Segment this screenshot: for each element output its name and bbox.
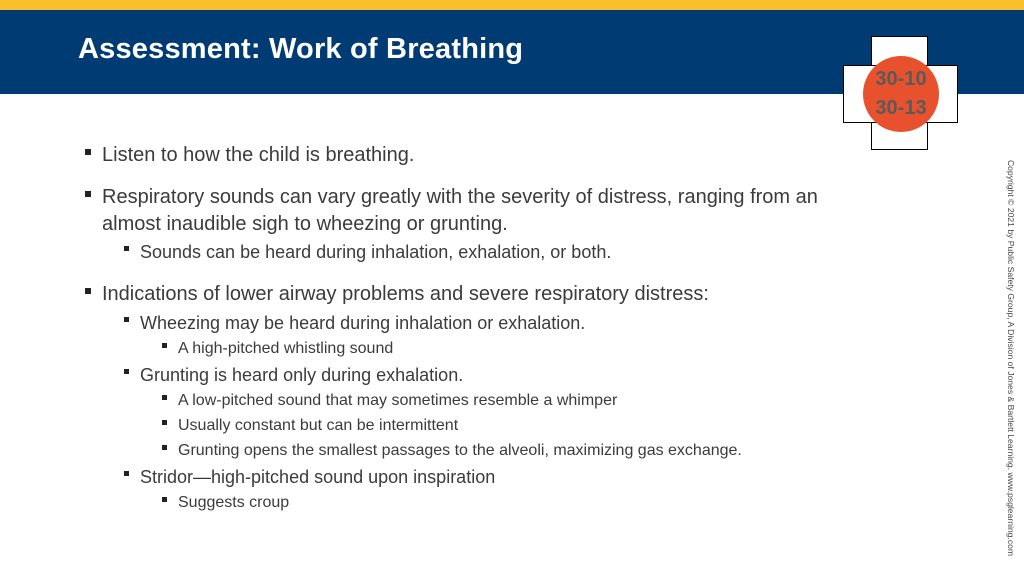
- chapter-reference-badge: [843, 36, 958, 152]
- bullet-item-continuation: almost inaudible sigh to wheezing or grunting.: [102, 213, 508, 235]
- slide-title: Assessment: Work of Breathing: [78, 33, 524, 65]
- sub-sub-bullet-item: A low-pitched sound that may sometimes resemble a whimper: [178, 390, 617, 412]
- badge-line-1: 30-10: [875, 68, 927, 90]
- copyright-notice: Copyright © 2021 by Public Safety Group, A Division of Jones & Bartlett Learning. www.psglearning.com: [1006, 159, 1016, 557]
- bullet-marker-icon: [162, 343, 167, 348]
- bullet-marker-icon: [124, 317, 129, 322]
- sub-sub-bullet-item: A high-pitched whistling sound: [178, 338, 393, 360]
- badge-line-2: 30-13: [875, 97, 927, 119]
- bullet-marker-icon: [85, 288, 91, 294]
- bullet-marker-icon: [85, 149, 91, 155]
- bullet-marker-icon: [162, 420, 167, 425]
- bullet-item: Respiratory sounds can vary greatly with the severity of distress, ranging from an: [102, 184, 818, 211]
- sub-sub-bullet-item: Grunting opens the smallest passages to the alveoli, maximizing gas exchange.: [178, 440, 742, 462]
- sub-bullet-item: Sounds can be heard during inhalation, exhalation, or both.: [140, 240, 611, 264]
- bullet-item: Listen to how the child is breathing.: [102, 142, 414, 169]
- bullet-marker-icon: [124, 246, 129, 251]
- sub-bullet-item: Wheezing may be heard during inhalation or exhalation.: [140, 311, 585, 335]
- bullet-marker-icon: [124, 471, 129, 476]
- sub-sub-bullet-item: Suggests croup: [178, 492, 289, 514]
- sub-bullet-item: Stridor—high-pitched sound upon inspiration: [140, 465, 495, 489]
- top-accent-stripe: [0, 0, 1024, 10]
- bullet-marker-icon: [124, 369, 129, 374]
- bullet-marker-icon: [162, 395, 167, 400]
- bullet-marker-icon: [162, 445, 167, 450]
- bullet-marker-icon: [85, 191, 91, 197]
- bullet-marker-icon: [162, 497, 167, 502]
- badge-circle: [863, 56, 939, 132]
- sub-bullet-item: Grunting is heard only during exhalation.: [140, 363, 463, 387]
- bullet-item: Indications of lower airway problems and severe respiratory distress:: [102, 281, 709, 308]
- sub-sub-bullet-item: Usually constant but can be intermittent: [178, 415, 458, 437]
